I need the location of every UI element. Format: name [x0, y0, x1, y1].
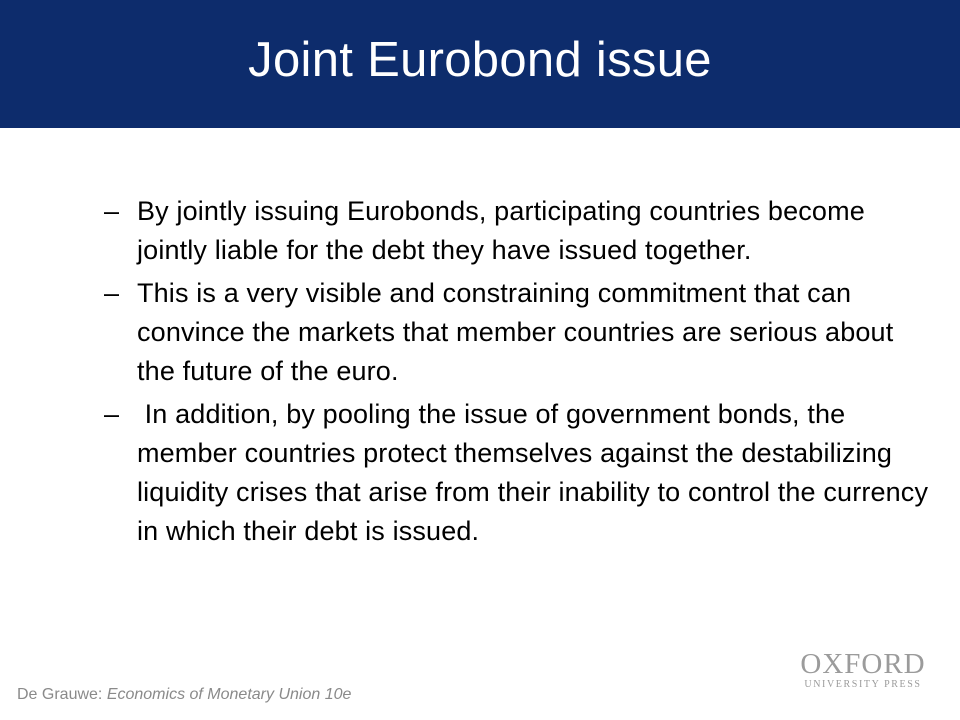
slide-title: Joint Eurobond issue [248, 33, 712, 87]
oxford-logo [796, 649, 930, 691]
footer-author: De Grauwe: [17, 686, 107, 703]
bullet-item [104, 395, 934, 551]
footer-citation [17, 685, 351, 705]
logo-subtitle: UNIVERSITY PRESS [804, 679, 922, 690]
footer-book-title: Economics of Monetary Union 10e [106, 686, 352, 703]
logo-wordmark: OXFORD [800, 648, 926, 680]
bullet-text: By jointly issuing Eurobonds, participating countries become jointly liable for the debt they have issued together. [137, 196, 865, 265]
title-bar [0, 0, 960, 128]
bullet-list [104, 192, 934, 555]
bullet-text: In addition, by pooling the issue of government bonds, the member countries protect themselves against the destabilizing liquidity crises that arise from their inability to control the currency in which their debt is issued. [137, 399, 936, 546]
dash-marker: – [104, 278, 120, 308]
dash-marker: – [104, 196, 120, 226]
dash-marker: – [104, 399, 120, 429]
bullet-item [104, 192, 934, 270]
bullet-text: This is a very visible and constraining commitment that can convince the markets that member countries are serious about the future of the euro. [137, 278, 894, 386]
bullet-item [104, 274, 934, 391]
